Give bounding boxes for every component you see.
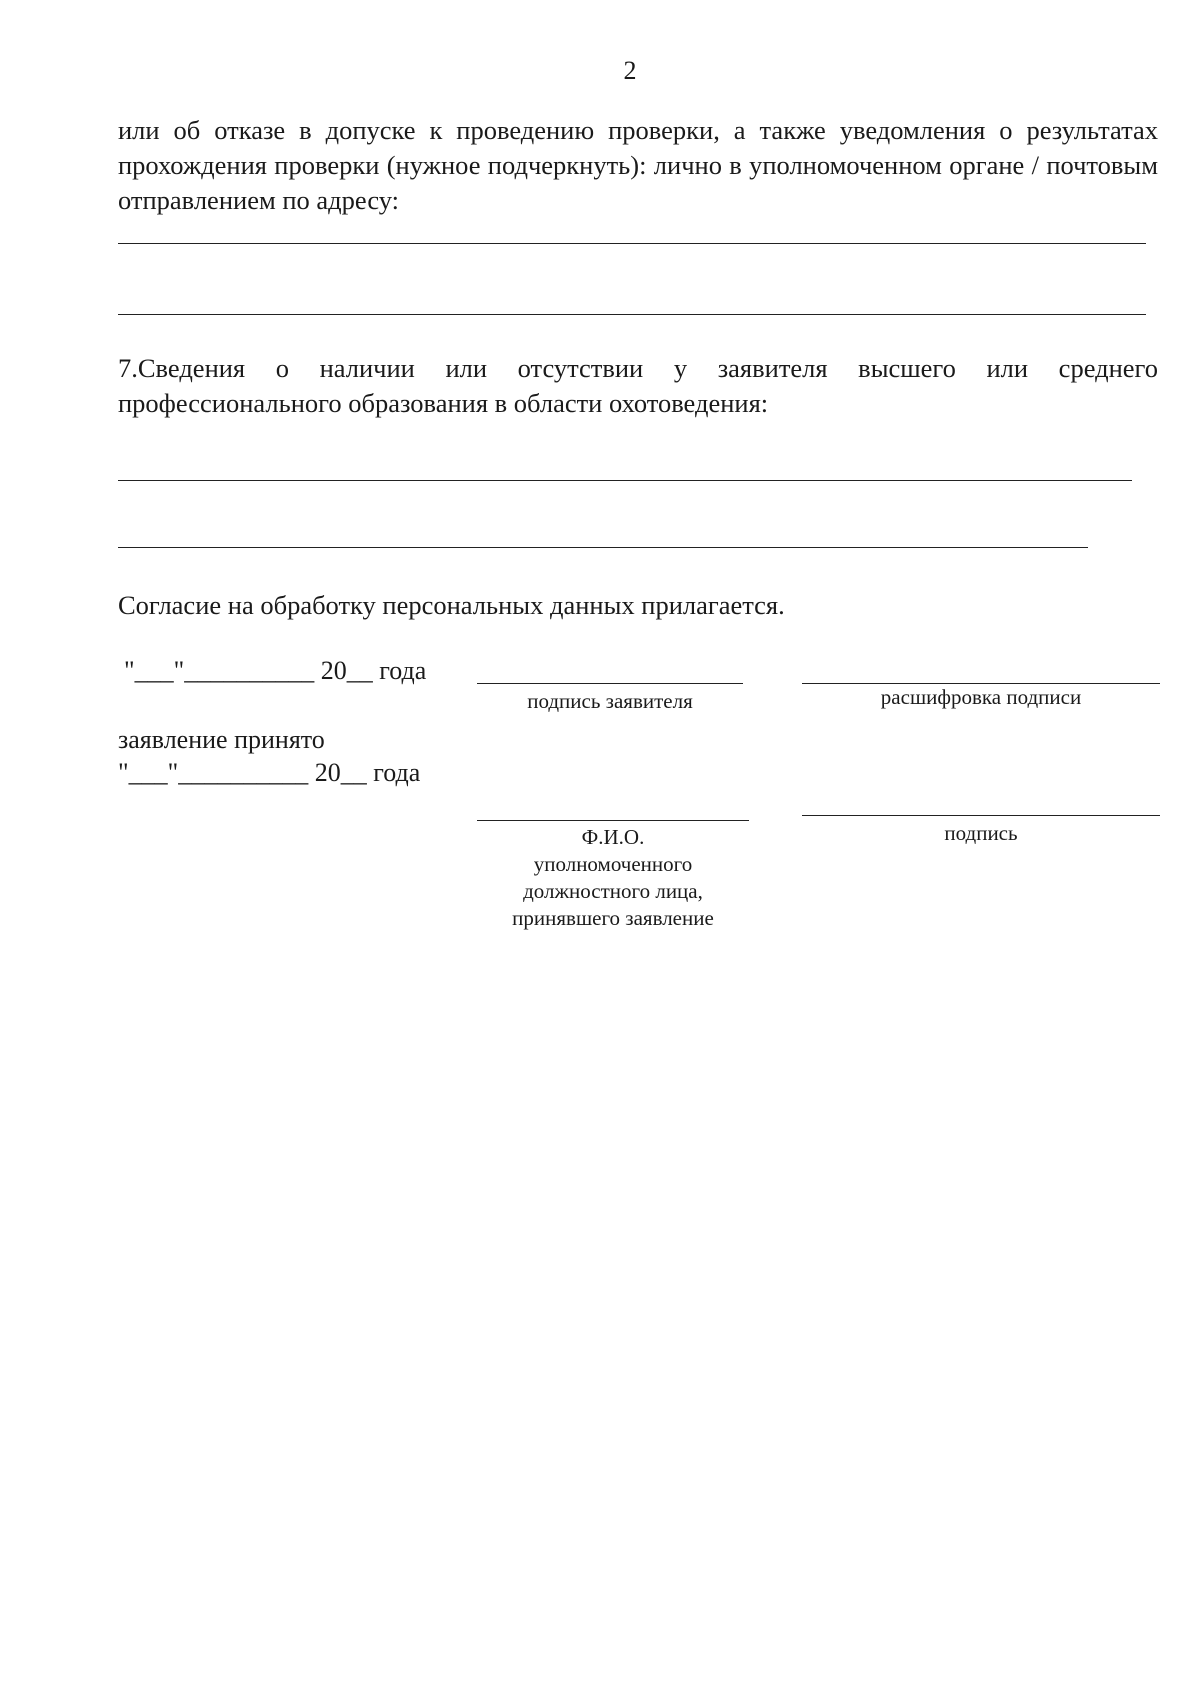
official-signature-line[interactable]	[802, 815, 1160, 816]
applicant-date-field[interactable]: "___"__________ 20__ года	[124, 656, 427, 685]
education-info-paragraph: 7.Сведения о наличии или отсутствии у заявителя высшего или среднего профессионального образования в области охотоведения:	[118, 353, 1158, 418]
consent-statement: Согласие на обработку персональных данных прилагается.	[118, 590, 785, 620]
education-line-1[interactable]	[118, 480, 1132, 481]
signature-decoding-caption: расшифровка подписи	[880, 685, 1082, 709]
official-name-caption	[477, 824, 749, 932]
applicant-signature-caption: подпись заявителя	[527, 689, 693, 713]
official-name-line[interactable]	[477, 820, 749, 821]
notification-method-paragraph: или об отказе в допуске к проведению проверки, а также уведомления о результатах прохождения проверки (нужное подчеркнуть): лично в уполномоченном органе / почтовым отправлением по адресу:	[118, 115, 1158, 215]
official-caption-line-2: уполномоченного	[533, 852, 693, 876]
page-number: 2	[623, 56, 637, 85]
education-line-2[interactable]	[118, 547, 1088, 548]
address-line-2[interactable]	[118, 314, 1146, 315]
accepted-label: заявление принято	[118, 725, 325, 754]
official-caption-line-1: Ф.И.О.	[581, 825, 645, 849]
address-line-1[interactable]	[118, 243, 1146, 244]
accepted-date-field[interactable]: "___"__________ 20__ года	[118, 758, 421, 787]
official-caption-line-3: должностного лица,	[523, 879, 703, 903]
official-signature-caption: подпись	[944, 821, 1018, 845]
official-caption-line-4: принявшего заявление	[512, 906, 714, 930]
applicant-signature-line[interactable]	[477, 683, 743, 684]
